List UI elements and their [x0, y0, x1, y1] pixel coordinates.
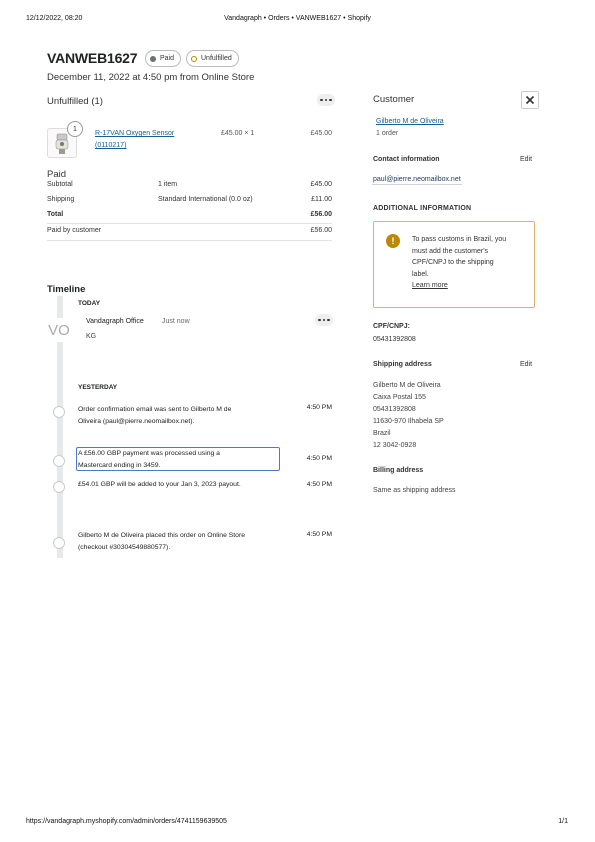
shipping-amount: £11.00: [311, 196, 332, 203]
cpf-title: CPF/CNPJ:: [373, 323, 410, 330]
customer-email[interactable]: paul@pierre.neomailbox.net: [373, 176, 461, 183]
warning-icon: !: [386, 234, 400, 248]
print-page-title: Vandagraph • Orders • VANWEB1627 • Shopify: [224, 15, 371, 22]
timeline-yesterday-label: YESTERDAY: [78, 384, 118, 391]
print-page-number: 1/1: [558, 818, 568, 825]
warning-line: must add the customer's: [412, 247, 489, 255]
shipping-label: Shipping: [47, 196, 75, 203]
divider: [47, 223, 332, 224]
timeline-event-dot: [53, 537, 65, 549]
paid-title: Paid: [47, 169, 67, 180]
billing-address-title: Billing address: [373, 467, 424, 474]
subtotal-label: Subtotal: [47, 181, 73, 188]
shipping-address-line: Brazil: [373, 430, 391, 437]
paid-badge: [145, 50, 181, 67]
more-icon: [320, 99, 323, 102]
status-ring-icon: [191, 56, 197, 62]
timeline-event-text: A £56.00 GBP payment was processed using a: [78, 450, 220, 457]
timeline-event-time: 4:50 PM: [306, 404, 332, 411]
comment-author: Vandagraph Office: [86, 318, 144, 325]
print-datetime: 12/12/2022, 08:20: [26, 15, 83, 22]
timeline-event: [78, 404, 293, 428]
comment-text: KG: [86, 333, 97, 340]
timeline-event-dot: [53, 406, 65, 418]
status-dot-icon: [150, 56, 156, 62]
avatar: VO: [46, 318, 72, 342]
paid-by-amount: £56.00: [310, 227, 332, 234]
shipping-address-line: Gilberto M de Oliveira: [373, 382, 441, 389]
timeline-today-label: TODAY: [78, 300, 101, 307]
timeline-event: [78, 448, 278, 472]
more-icon: [318, 319, 321, 322]
print-url: https://vandagraph.myshopify.com/admin/orders/4741159639505: [26, 818, 227, 825]
subtotal-amount: £45.00: [310, 181, 332, 188]
timeline-event-time: 4:50 PM: [306, 531, 332, 538]
total-label: Total: [47, 211, 64, 218]
subtotal-detail: 1 item: [158, 181, 178, 188]
shipping-address-title: Shipping address: [373, 361, 432, 368]
timeline-event-text: Gilberto M de Oliveira placed this order on Online Store: [78, 532, 245, 539]
customer-name-link[interactable]: Gilberto M de Oliveira: [376, 118, 444, 125]
shipping-detail: Standard International (0.0 oz): [158, 196, 253, 203]
timeline-title: Timeline: [47, 284, 86, 295]
comment-time: Just now: [162, 318, 190, 325]
timeline-event: [78, 530, 293, 554]
timeline-event-text: Oliveira (paul@pierre.neomailbox.net).: [78, 418, 195, 425]
product-line-total: £45.00: [310, 130, 332, 137]
timeline-event-text: Mastercard ending in 3459.: [78, 462, 161, 469]
cpf-value: 05431392808: [373, 336, 416, 343]
additional-info-title: ADDITIONAL INFORMATION: [373, 205, 472, 212]
paid-by-label: Paid by customer: [47, 227, 102, 234]
unfulfilled-badge-label: Unfulfilled: [201, 55, 232, 62]
customer-title: Customer: [373, 94, 415, 105]
unfulfilled-title: Unfulfilled (1): [47, 96, 103, 107]
quantity-badge: 1: [67, 121, 83, 137]
timeline-event-time: 4:50 PM: [306, 455, 332, 462]
order-number: VANWEB1627: [47, 50, 138, 66]
contact-edit-link[interactable]: Edit: [520, 156, 533, 163]
timeline-event-text: (checkout #30304549880577).: [78, 544, 171, 551]
contact-info-title: Contact information: [373, 156, 440, 163]
total-amount: £56.00: [310, 211, 332, 218]
learn-more-link[interactable]: Learn more: [412, 282, 448, 289]
warning-line: label.: [412, 270, 429, 278]
shipping-address-line: Caixa Postal 155: [373, 394, 426, 401]
shipping-address-line: 12 3042-0928: [373, 442, 417, 449]
customer-order-count: 1 order: [376, 130, 399, 137]
close-icon: [525, 95, 535, 105]
shipping-address-line: 05431392808: [373, 406, 416, 413]
warning-text: [412, 234, 530, 292]
unfulfilled-more-button[interactable]: [317, 94, 335, 106]
shipping-edit-link[interactable]: Edit: [520, 361, 533, 368]
order-subtitle: December 11, 2022 at 4:50 pm from Online Store: [47, 72, 255, 83]
shipping-address-line: 11630-970 Ilhabela SP: [373, 418, 444, 425]
shipping-address-block: [373, 380, 444, 452]
billing-address-text: Same as shipping address: [373, 487, 456, 494]
paid-badge-label: Paid: [160, 55, 175, 62]
warning-line: CPF/CNPJ to the shipping: [412, 259, 494, 266]
divider: [47, 240, 332, 241]
product-sku-link[interactable]: (0110217): [95, 142, 127, 149]
product-price-qty: £45.00 × 1: [221, 130, 255, 137]
timeline-event-text: £54.01 GBP will be added to your Jan 3, 2023 payout.: [78, 481, 241, 488]
comment-more-button[interactable]: [315, 314, 333, 326]
product-link[interactable]: R-17VAN Oxygen Sensor: [95, 130, 175, 137]
close-customer-button[interactable]: [521, 91, 539, 109]
timeline-event-dot: [53, 481, 65, 493]
warning-line: To pass customs in Brazil, you: [412, 236, 507, 243]
timeline-event-dot: [53, 455, 65, 467]
unfulfilled-badge: [186, 50, 239, 67]
timeline-event-text: Order confirmation email was sent to Gilberto M de: [78, 406, 232, 413]
timeline-event-time: 4:50 PM: [306, 481, 332, 488]
